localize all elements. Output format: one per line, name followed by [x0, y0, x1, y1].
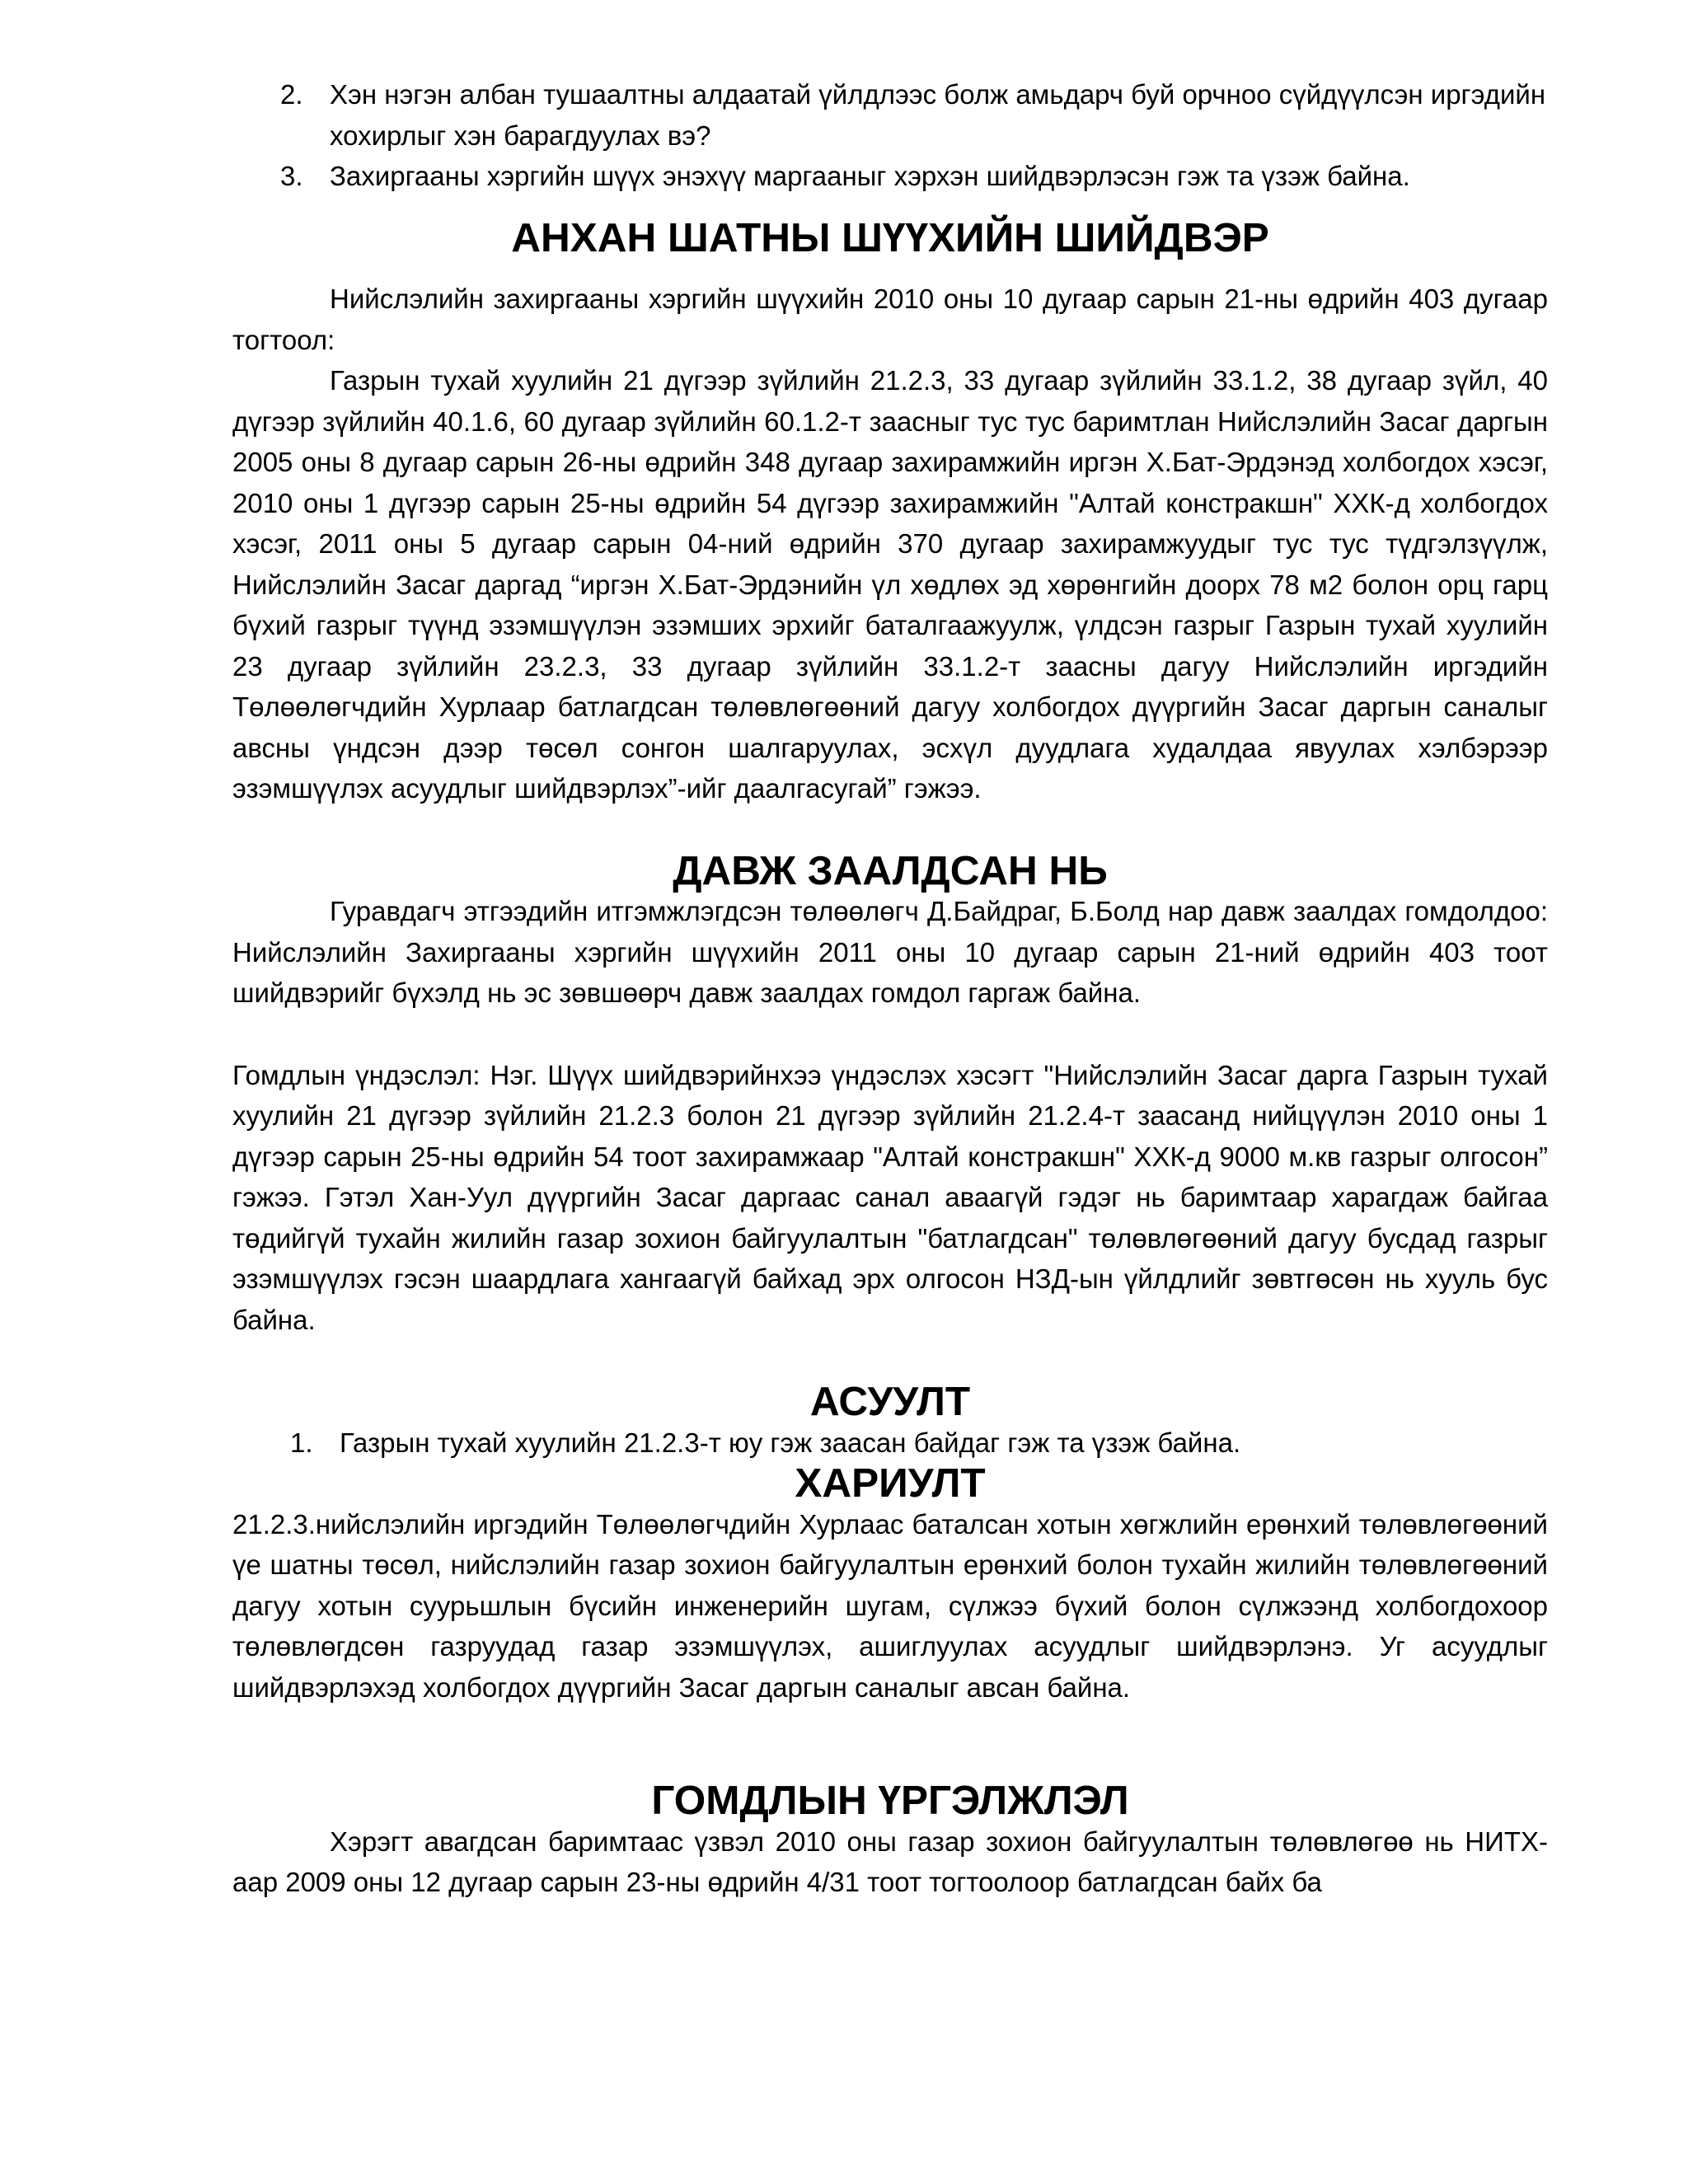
- list-number: 1.: [290, 1427, 313, 1458]
- paragraph: Нийслэлийн захиргааны хэргийн шүүхийн 2010 оны 10 дугаар сарын 21-ны өдрийн 403 дугаар тогтоол:: [232, 284, 1548, 355]
- list-item: [232, 156, 1548, 197]
- section-heading-first-instance: АНХАН ШАТНЫ ШҮҮХИЙН ШИЙДВЭР: [511, 214, 1269, 260]
- spacer: [232, 258, 1548, 279]
- spacer: [232, 809, 1548, 851]
- spacer: [232, 1708, 1548, 1780]
- list-text: Газрын тухай хуулийн 21.2.3-т юу гэж заасан байдаг гэж та үзэж байна.: [340, 1427, 1241, 1458]
- section-heading-appeal-continued: ГОМДЛЫН ҮРГЭЛЖЛЭЛ: [651, 1778, 1129, 1823]
- paragraph: Гомдлын үндэслэл: Нэг. Шүүх шийдвэрийнхээ үндэслэх хэсэгт "Нийслэлийн Засаг дарга Газрын тухай хуулийн 21 дүгээр зүйлийн 21.2.3 болон 21 дүгээр зүйлийн 21.2.4-т заасанд нийцүүлэн 2010 оны 1 дүгээр сарын 25-ны өдрийн 54 тоот захирамжаар "Алтай констракшн" ХХК-д 9000 м.кв газрыг олгосон” гэжээ. Гэтэл Хан-Уул дүүргийн Засаг даргаас санал аваагүй гэдэг нь баримтаар харагдаж байгаа төдийгүй тухайн жилийн газар зохион байгуулалтын "батлагдсан" төлөвлөгөөний дагуу бусдад газрыг эзэмшүүлэх гэсэн шаардлага хангаагүй байхад эрх олгосон НЗД-ын үйлдлийг зөвтгөсөн нь хууль бус байна.: [232, 1059, 1548, 1335]
- section-heading-answer: ХАРИУЛТ: [795, 1460, 986, 1506]
- list-item: [232, 1422, 1548, 1464]
- list-number: 3.: [280, 161, 303, 191]
- spacer: [232, 1014, 1548, 1055]
- section-heading-appeal: ДАВЖ ЗААЛДСАН НЬ: [673, 847, 1108, 893]
- paragraph: Газрын тухай хуулийн 21 дүгээр зүйлийн 21.2.3, 33 дугаар зүйлийн 33.1.2, 38 дугаар зүйл, 40 дүгээр зүйлийн 40.1.6, 60 дугаар зүйлийн 60.1.2-т заасныг тус тус баримтлан Нийслэлийн Засаг даргын 2005 оны 8 дугаар сарын 26-ны өдрийн 348 дугаар захирамжийн иргэн Х.Бат-Эрдэнэд холбогдох хэсэг, 2010 оны 1 дүгээр сарын 25-ны өдрийн 54 дүгээр захирамжийн "Алтай констракшн" ХХК-д холбогдох хэсэг, 2011 оны 5 дугаар сарын 04-ний өдрийн 370 дугаар захирамжуудыг тус тус түдгэлзүүлж, Нийслэлийн Засаг даргад “иргэн Х.Бат-Эрдэнийн үл хөдлөх эд хөрөнгийн доорх 78 м2 болон орц гарц бүхий газрыг түүнд эзэмшүүлэн эзэмших эрхийг баталгаажуулж, үлдсэн газрыг Газрын тухай хуулийн 23 дугаар зүйлийн 23.2.3, 33 дугаар зүйлийн 33.1.2-т заасны дагуу Нийслэлийн иргэдийн Төлөөлөгчдийн Хурлаар батлагдсан төлөвлөгөөний дагуу холбогдох дүүргийн Засаг даргын саналыг авсны үндсэн дээр төсөл сонгон шалгаруулах, эсхүл дуудлага худалдаа явуулах хэлбэрээр эзэмшүүлэх асуудлыг шийдвэрлэх”-ийг даалгасугай” гэжээ.: [232, 365, 1548, 804]
- spacer: [232, 1340, 1548, 1381]
- question-list: [232, 1422, 1548, 1464]
- spacer: [232, 197, 1548, 218]
- paragraph: Хэрэгт авагдсан баримтаас үзвэл 2010 оны газар зохион байгуулалтын төлөвлөгөө нь НИТХ-аар 2009 оны 12 дугаар сарын 23-ны өдрийн 4/31 тоот тогтоолоор батлагдсан байх ба: [232, 1825, 1548, 1897]
- list-text: Хэн нэгэн албан тушаалтны алдаатай үйлдлээс болж амьдарч буй орчноо сүйдүүлсэн иргэдийн хохирлыг хэн барагдуулах вэ?: [330, 79, 1546, 151]
- paragraph: 21.2.3.нийслэлийн иргэдийн Төлөөлөгчдийн Хурлаас баталсан хотын хөгжлийн ерөнхий төлөвлөгөөний үе шатны төсөл, нийслэлийн газар зохион байгуулалтын ерөнхий болон тухайн жилийн төлөвлөгөөний дагуу хотын суурьшлын бүсийн инженерийн шугам, сүлжээ бүхий болон сүлжээнд холбогдохоор төлөвлөгдсөн газруудад газар эзэмшүүлэх, ашиглуулах асуудлыг шийдвэрлэнэ. Уг асуудлыг шийдвэрлэхэд холбогдох дүүргийн Засаг даргын саналыг авсан байна.: [232, 1508, 1548, 1703]
- question-list-top: [232, 74, 1548, 197]
- list-number: 2.: [280, 79, 303, 110]
- paragraph: Гуравдагч этгээдийн итгэмжлэгдсэн төлөөлөгч Д.Байдраг, Б.Болд нар давж заалдах гомдолдоо: Нийслэлийн Захиргааны хэргийн шүүхийн 2011 оны 10 дугаар сарын 21-ний өдрийн 403 тоот шийдвэрийг бүхэлд нь эс зөвшөөрч давж заалдах гомдол гаргаж байна.: [232, 896, 1548, 1008]
- list-item: [232, 74, 1548, 156]
- section-heading-question: АСУУЛТ: [809, 1379, 971, 1424]
- list-text: Захиргааны хэргийн шүүх энэхүү маргааныг хэрхэн шийдвэрлэсэн гэж та үзэж байна.: [330, 161, 1410, 191]
